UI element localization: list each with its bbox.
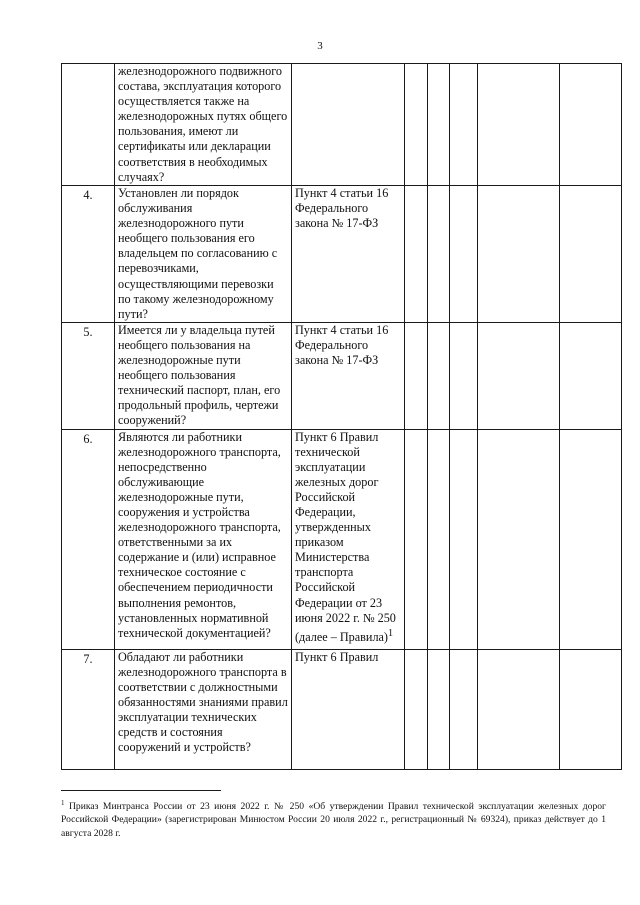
notes-cell: [478, 649, 560, 769]
notes-cell: [478, 64, 560, 186]
table-row: [62, 64, 622, 186]
extra-cell: [560, 186, 622, 323]
answer-na-cell: [450, 429, 478, 649]
answer-yes-cell: [405, 186, 428, 323]
answer-no-cell: [428, 649, 450, 769]
answer-yes-cell: [405, 322, 428, 429]
answer-na-cell: [450, 186, 478, 323]
question-cell: железнодорожного подвижного состава, эксплуатация которого осуществляется также на железнодорожных путях общего пользования, имеют ли сертификаты или декларации соответствия в необходимых случаях?: [115, 64, 292, 186]
answer-no-cell: [428, 186, 450, 323]
table-row: [62, 186, 622, 323]
extra-cell: [560, 649, 622, 769]
question-cell: Обладают ли работники железнодорожного транспорта в соответствии с должностными обязанностями знаниями правил эксплуатации технических средств и состояния сооружений и устройств?: [115, 649, 292, 769]
answer-yes-cell: [405, 649, 428, 769]
table-row: [62, 649, 622, 769]
reference-text: Пункт 6 Правил технической эксплуатации железных дорог Российской Федерации, утвержденных приказом Министерства транспорта Российской Федерации от 23 июня 2022 г. № 250 (далее – Правила): [295, 429, 396, 644]
row-number: 5.: [62, 322, 115, 429]
checklist-table: [61, 63, 622, 770]
notes-cell: [478, 322, 560, 429]
reference-cell: [292, 429, 405, 649]
extra-cell: [560, 429, 622, 649]
row-number: 4.: [62, 186, 115, 323]
row-number: 7.: [62, 649, 115, 769]
footnote: [61, 797, 606, 840]
answer-no-cell: [428, 322, 450, 429]
footnote-divider: [61, 790, 221, 791]
answer-no-cell: [428, 64, 450, 186]
answer-yes-cell: [405, 64, 428, 186]
answer-yes-cell: [405, 429, 428, 649]
table-row: [62, 429, 622, 649]
extra-cell: [560, 64, 622, 186]
notes-cell: [478, 186, 560, 323]
footnote-marker: 1: [61, 799, 65, 807]
reference-cell: Пункт 6 Правил: [292, 649, 405, 769]
reference-cell: [292, 64, 405, 186]
page-number: 3: [317, 40, 323, 52]
footnote-ref: 1: [388, 627, 394, 639]
question-cell: Установлен ли порядок обслуживания железнодорожного пути необщего пользования его владельцем по согласованию с перевозчиками, осуществляющими перевозки по такому железнодорожному пути?: [115, 186, 292, 323]
reference-cell: Пункт 4 статьи 16 Федерального закона № 17-ФЗ: [292, 322, 405, 429]
table-row: [62, 322, 622, 429]
question-cell: Являются ли работники железнодорожного транспорта, непосредственно обслуживающие железнодорожные пути, сооружения и устройства железнодорожного транспорта, ответственными за их содержание и (или) исправное техническое состояние с обеспечением периодичности выполнения ремонтов, установленных нормативной технической документацией?: [115, 429, 292, 649]
answer-na-cell: [450, 322, 478, 429]
answer-na-cell: [450, 649, 478, 769]
extra-cell: [560, 322, 622, 429]
row-number: 6.: [62, 429, 115, 649]
notes-cell: [478, 429, 560, 649]
reference-cell: Пункт 4 статьи 16 Федерального закона № 17-ФЗ: [292, 186, 405, 323]
row-number: [62, 64, 115, 186]
answer-na-cell: [450, 64, 478, 186]
question-cell: Имеется ли у владельца путей необщего пользования на железнодорожные пути необщего пользования технический паспорт, план, его продольный профиль, чертежи сооружений?: [115, 322, 292, 429]
footnote-text: Приказ Минтранса России от 23 июня 2022 г. № 250 «Об утверждении Правил технической эксплуатации железных дорог Российской Федерации» (зарегистрирован Минюстом России 20 июля 2022 г., регистрационный № 69324), приказ действует до 1 августа 2028 г.: [61, 801, 606, 839]
answer-no-cell: [428, 429, 450, 649]
